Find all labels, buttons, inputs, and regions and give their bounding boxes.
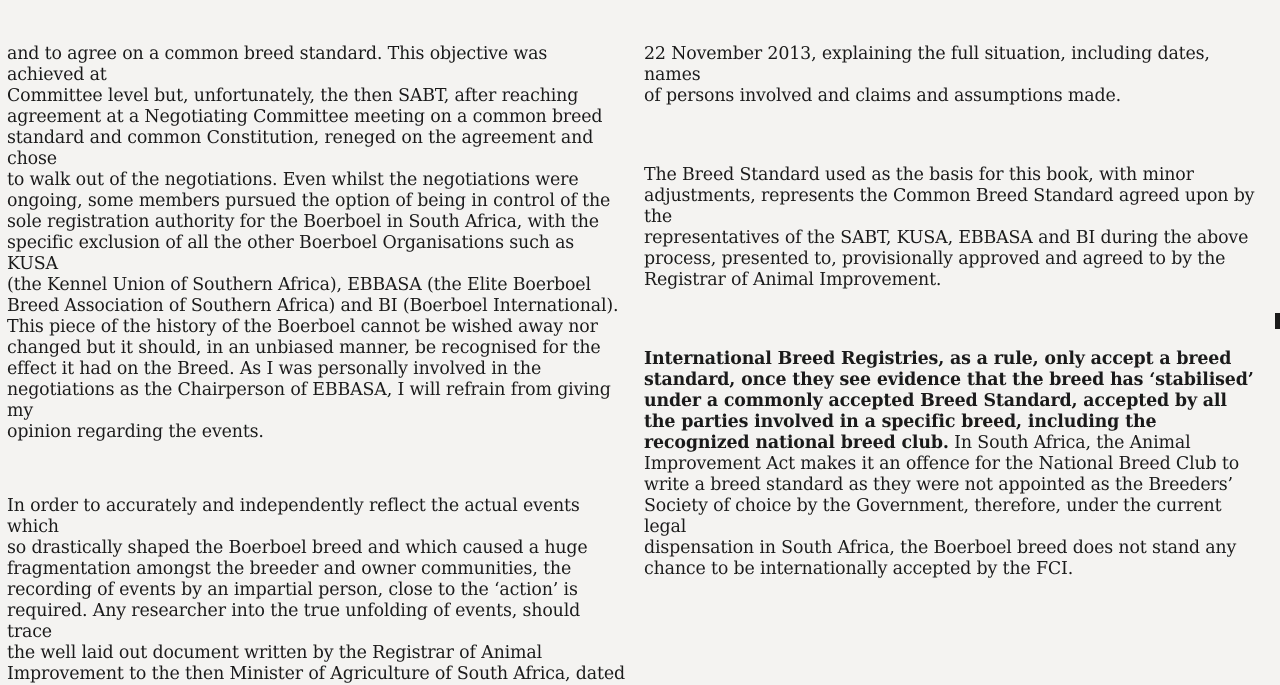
right-column <box>644 44 1264 580</box>
bold-statement: International Breed Registries, as a rule, only accept a breed standard, once they see evidence that the breed has ‘stabilised’ under a commonly accepted Breed Standard, accepted by all the parties involved in a specific breed, including the recognized national breed club. <box>644 349 1254 453</box>
paragraph-continuation: In South Africa, the Animal Improvement Act makes it an offence for the National Breed Club to write a breed standard as they were not appointed as the Breeders’ Society of choice by the Government, therefore, under the current legal dispensation in South Africa, the Boerboel breed does not stand any chance to be internationally accepted by the FCI. <box>644 433 1240 579</box>
paragraph-breed-standard-basis: The Breed Standard used as the basis for this book, with minor adjustments, represents the Common Breed Standard agreed upon by the representatives of the SABT, KUSA, EBBASA and BI during the above process, presented to, provisionally approved and agreed to by the Registrar of Animal Improvement. <box>644 165 1255 290</box>
left-column <box>7 44 625 685</box>
paragraph-registrar-document: 22 November 2013, explaining the full situation, including dates, names of persons involved and claims and assumptions made. <box>644 44 1210 106</box>
paragraph-international-registries <box>644 349 1264 580</box>
paragraph-history-negotiations: and to agree on a common breed standard. This objective was achieved at Committee level but, unfortunately, the then SABT, after reaching agreement at a Negotiating Committee meeting on a common breed standard and common Constitution, reneged on the agreement and chose to walk out of the negotiations. Even whilst the negotiations were ongoing, some members pursued the option of being in control of the sole registration authority for the Boerboel in South Africa, with the specific exclusion of all the other Boerboel Organisations such as KUSA (the Kennel Union of Southern Africa), EBBASA (the Elite Boerboel Breed Association of Southern Africa) and BI (Boerboel International). This piece of the history of the Boerboel cannot be wished away nor changed but it should, in an unbiased manner, be recognised for the effect it had on the Breed. As I was personally involved in the negotiations as the Chairperson of EBBASA, I will refrain from giving my opinion regarding the events. <box>7 44 619 442</box>
paragraph-impartial-recording: In order to accurately and independently reflect the actual events which so drastically shaped the Boerboel breed and which caused a huge fragmentation amongst the breeder and owner communities, the recording of events by an impartial person, close to the ‘action’ is required. Any researcher into the true unfolding of events, should trace the well laid out document written by the Registrar of Animal Improvement to the then Minister of Agriculture of South Africa, dated <box>7 496 625 684</box>
clipped-text-edge <box>1275 313 1280 329</box>
